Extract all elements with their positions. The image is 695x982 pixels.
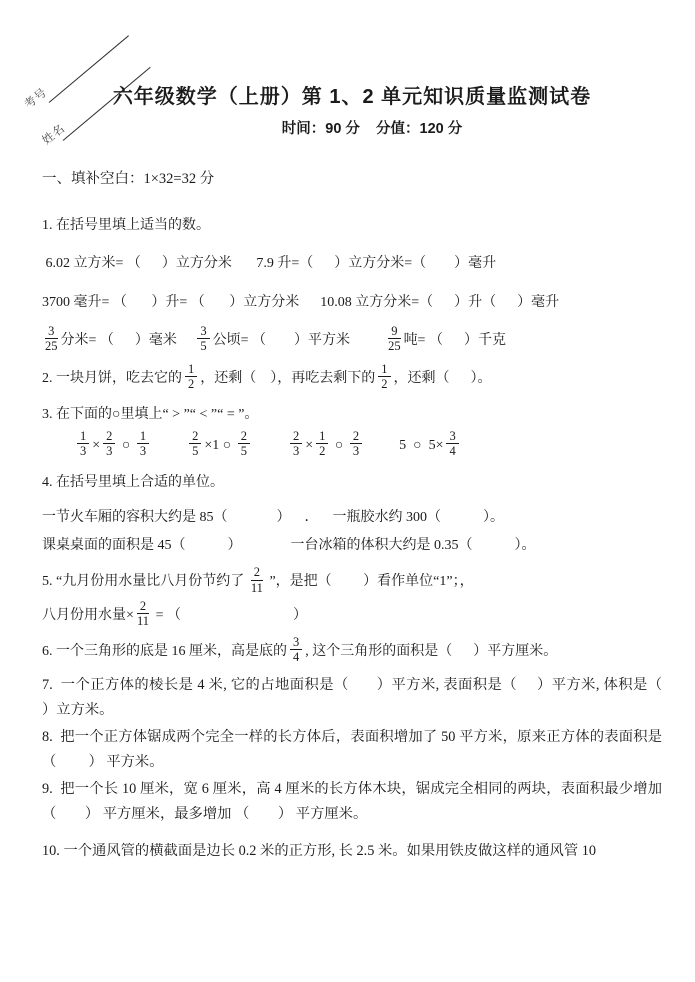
fraction: $\frac{2}{5}$: [238, 429, 250, 459]
question-1-row-2: 3700 毫升= （ ）升= （ ）立方分米 10.08 立方分米=（ ）升（ ）毫升: [42, 295, 560, 310]
question-2-text: 2. 一块月饼，吃去它的 $\frac{1}{2}$ ，还剩（ ），再吃去剩下的 $\frac{1}{2}$ ，还剩（ ）。: [42, 361, 492, 392]
student-name-label: 姓名: [39, 120, 68, 148]
question-3-expressions: [42, 428, 662, 461]
comparison-expression-2: $\frac{2}{5}$ ×1 ○ $\frac{2}{5}$: [186, 431, 253, 461]
question-1-row-1: 6.02 立方米= （ ）立方分米 7.9 升=（ ）立方分米=（ ）毫升: [42, 256, 497, 271]
exam-number-label: 考号: [21, 84, 50, 112]
question-4-row-2: 课桌桌面的面积是 45（ ） 一台冰箱的体积大约是 0.35（ ）。: [42, 538, 536, 554]
fraction: $\frac{3}{25}$: [45, 324, 58, 354]
question-8-text: 8. 把一个正方体锯成两个完全一样的长方体后，表面积增加了 50 平方米，原来正方体的表面积是 （ ） 平方米。: [42, 728, 666, 770]
question-9-text: 9. 把一个长 10 厘米，宽 6 厘米，高 4 厘米的长方体木块，锯成完全相同的两块，表面积最少增加 （ ） 平方厘米，最多增加 （ ） 平方厘米。: [42, 780, 666, 822]
fraction: $\frac{9}{25}$: [388, 324, 401, 354]
comparison-expression-3: $\frac{2}{3}$ × $\frac{1}{2}$ ○ $\frac{2}{3}$: [287, 431, 365, 461]
fraction: $\frac{2}{11}$: [137, 599, 150, 629]
fraction: $\frac{2}{3}$: [290, 429, 302, 459]
paper-time-score-info: 时间：90 分 分值：120 分: [281, 121, 463, 137]
question-10-text: 10. 一个通风管的横截面是边长 0.2 米的正方形, 长 2.5 米。如果用铁皮做这样的通风管 10: [42, 842, 597, 859]
fraction: $\frac{2}{3}$: [350, 429, 362, 459]
question-6-text: 6. 一个三角形的底是 16 厘米，高是底的 $\frac{3}{4}$ , 这个三角形的面积是（ ）平方厘米。: [42, 634, 558, 665]
question-3-heading: 3. 在下面的○里填上“ > ”“ < ”“ = ”。: [42, 406, 259, 422]
fraction: $\frac{1}{2}$: [378, 362, 390, 392]
question-4-row-1: 一节火车厢的容积大约是 85（ ） ． 一瓶胶水约 300（ ）。: [42, 510, 504, 526]
question-5-row-1: 5. “九月份用水量比八月份节约了 $\frac{2}{11}$ ”，是把（ ）看作单位“1”；，: [42, 565, 474, 595]
comparison-expression-1: $\frac{1}{3}$ × $\frac{2}{3}$ ○ $\frac{1}{3}$: [74, 431, 152, 461]
question-7-text: 7. 一个正方体的棱长是 4 米, 它的占地面积是（ ）平方米, 表面积是（ ）平方米, 体积是（ ）立方米。: [42, 676, 688, 718]
question-5-row-2: 八月份用水量× $\frac{2}{11}$ = （ ）: [42, 599, 308, 629]
fraction: $\frac{3}{5}$: [197, 324, 209, 354]
paper-content: [42, 0, 688, 864]
question-4-heading: 4. 在括号里填上合适的单位。: [42, 475, 224, 491]
fraction: $\frac{2}{11}$: [250, 565, 263, 595]
fraction: $\frac{2}{5}$: [189, 429, 201, 459]
fraction: $\frac{1}{3}$: [77, 429, 89, 459]
fraction: $\frac{2}{3}$: [103, 429, 115, 459]
paper-title: 六年级数学（上册）第 1、2 单元知识质量监测试卷: [112, 86, 592, 108]
fraction: $\frac{3}{4}$: [446, 429, 458, 459]
comparison-expression-4: 5 ○ 5× $\frac{3}{4}$: [399, 431, 462, 461]
section-1-heading: 一、填补空白：1×32=32 分: [42, 171, 215, 187]
question-1-row-3: $\frac{3}{25}$ 分米= （ ）毫米 $\frac{3}{5}$ 公顷= （ ）平方米 $\frac{9}{25}$ 吨= （ ）千克: [45, 324, 506, 354]
fraction: $\frac{3}{4}$: [290, 635, 302, 665]
question-1-heading: 1. 在括号里填上适当的数。: [42, 218, 210, 233]
fraction: $\frac{1}{2}$: [185, 362, 197, 392]
fraction: $\frac{1}{3}$: [137, 429, 149, 459]
fraction: $\frac{1}{2}$: [316, 429, 328, 459]
